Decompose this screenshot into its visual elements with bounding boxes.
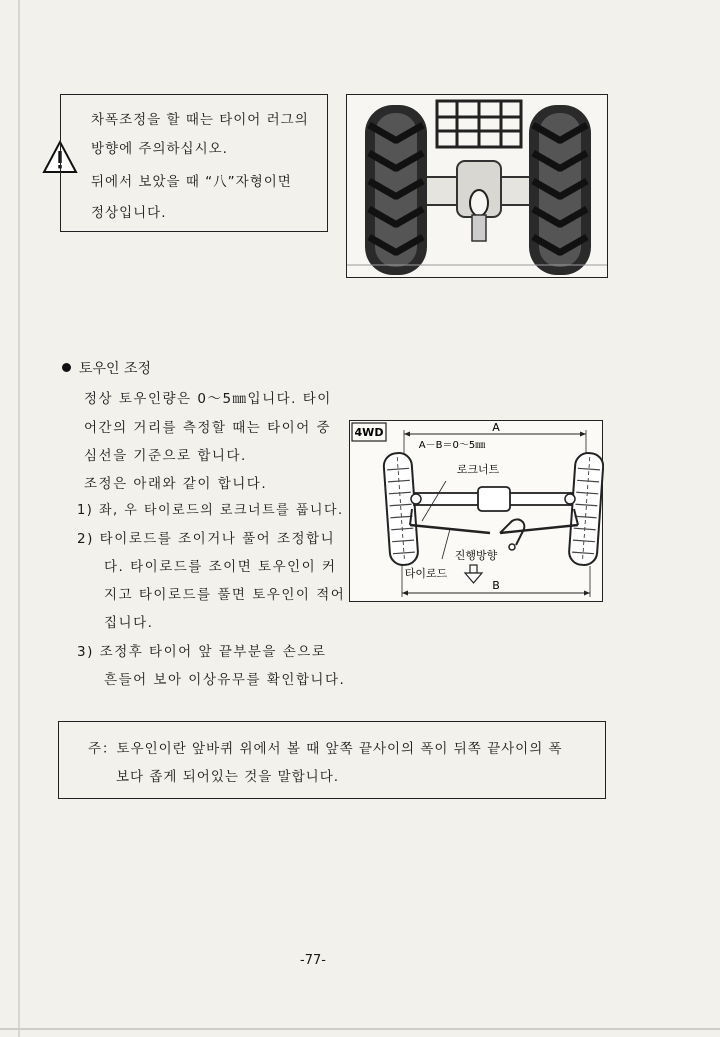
bullet-icon — [62, 363, 71, 372]
rear-tire-figure — [346, 94, 608, 278]
caution-line: 정상입니다. — [91, 205, 167, 221]
tierod-label: 타이로드 — [404, 567, 448, 580]
toe-formula: A－B＝0～5㎜ — [418, 440, 486, 451]
rear-tire-illustration — [347, 95, 608, 278]
caution-line: 방향에 주의하십시오. — [91, 141, 228, 157]
step-line: 집니다. — [104, 615, 154, 631]
dimension-a-label: A — [492, 421, 500, 434]
note-line: 주：토우인이란 앞바퀴 위에서 볼 때 앞쪽 끝사이의 폭이 뒤쪽 끝사이의 폭 — [88, 741, 563, 757]
step-line: 2) 타이로드를 조이거나 풀어 조정합니 — [77, 531, 336, 547]
step-line: 1) 좌, 우 타이로드의 로크너트를 풉니다. — [77, 503, 344, 518]
step-line: 지고 타이로드를 풀면 토우인이 적어 — [104, 587, 346, 603]
page-number: -77- — [300, 953, 326, 968]
body-line: 정상 토우인량은 0～5㎜입니다. 타이 — [84, 391, 332, 407]
binding-edge — [18, 0, 20, 1037]
right-front-wheel — [568, 452, 604, 566]
locknut-label: 로크너트 — [456, 463, 500, 476]
section-heading — [62, 358, 151, 378]
step-line: 흔들어 보아 이상유무를 확인합니다. — [104, 672, 346, 688]
body-line: 심선을 기준으로 합니다. — [84, 448, 247, 464]
note-line: 보다 좁게 되어있는 것을 말합니다. — [116, 769, 340, 785]
down-arrow-icon — [465, 565, 482, 583]
toe-in-drawing — [350, 421, 604, 603]
caution-line: 뒤에서 보았을 때 “八”자형이면 — [91, 174, 292, 190]
toe-in-diagram — [349, 420, 603, 602]
direction-label: 진행방향 — [454, 549, 498, 562]
caution-line: 차폭조정을 할 때는 타이어 러그의 — [91, 112, 309, 128]
body-line: 조정은 아래와 같이 합니다. — [84, 476, 268, 492]
step-line: 3) 조정후 타이어 앞 끝부분을 손으로 — [77, 644, 327, 660]
note-box — [58, 721, 606, 799]
step-line: 다. 타이로드를 조이면 토우인이 커 — [104, 559, 337, 575]
left-front-wheel — [383, 452, 419, 566]
body-line: 어간의 거리를 측정할 때는 타이어 중 — [84, 420, 332, 436]
dimension-b-label: B — [492, 579, 500, 592]
drive-tag: 4WD — [354, 426, 384, 439]
section-heading-text: 토우인 조정 — [79, 361, 152, 377]
page-edge — [0, 1028, 720, 1030]
